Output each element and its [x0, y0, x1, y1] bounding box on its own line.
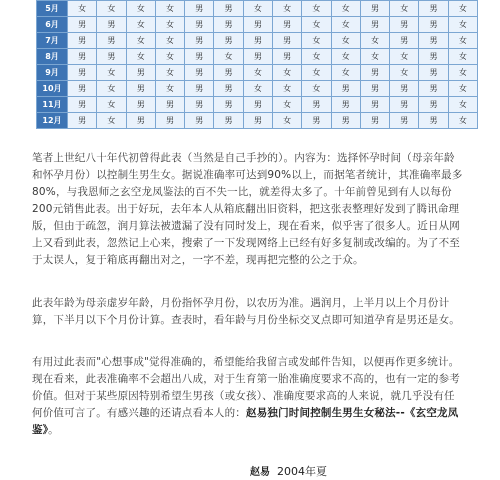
gender-cell: 男 — [243, 97, 272, 113]
gender-cell: 女 — [126, 1, 155, 17]
gender-cell: 男 — [243, 33, 272, 49]
gender-cell: 女 — [302, 33, 331, 49]
gender-cell: 男 — [419, 81, 448, 97]
gender-cell: 女 — [97, 113, 126, 129]
gender-cell: 女 — [272, 1, 301, 17]
gender-cell: 男 — [272, 49, 301, 65]
gender-cell: 女 — [360, 33, 389, 49]
book-link[interactable]: 赵易独门时间控制生男生女秘法--《玄空龙凤鉴》 — [32, 407, 459, 436]
table-row — [37, 97, 478, 113]
gender-cell: 女 — [126, 49, 155, 65]
gender-cell: 男 — [302, 113, 331, 129]
feedback-text: 有用过此表而"心想事成"觉得准确的，希望能给我留言或发邮件告知，以便再作更多统计。现在看来，此表准确率不会超出八成，对于生育第一胎准确度要求不高的，也有一定的参考价值。但对于某些原因特别希望生男孩（或女孩）、准确度要求高的人来说，就几乎没有任何价值可言了。有感兴趣的还请点看本人的： — [32, 356, 460, 419]
gender-cell: 男 — [419, 65, 448, 81]
gender-cell: 女 — [97, 1, 126, 17]
gender-cell: 女 — [243, 81, 272, 97]
gender-cell: 男 — [302, 97, 331, 113]
gender-cell: 女 — [331, 49, 360, 65]
gender-cell: 男 — [360, 65, 389, 81]
gender-cell: 男 — [126, 65, 155, 81]
gender-cell: 女 — [155, 1, 184, 17]
month-cell: 12月 — [37, 113, 68, 129]
gender-cell: 女 — [448, 49, 477, 65]
gender-cell: 男 — [68, 81, 97, 97]
table-row — [37, 1, 478, 17]
gender-prediction-table — [36, 0, 478, 129]
gender-cell: 女 — [331, 1, 360, 17]
gender-cell: 男 — [185, 81, 214, 97]
gender-cell: 女 — [302, 49, 331, 65]
gender-cell: 男 — [331, 81, 360, 97]
gender-cell: 女 — [448, 17, 477, 33]
gender-cell: 男 — [419, 33, 448, 49]
gender-cell: 男 — [185, 65, 214, 81]
gender-cell: 女 — [155, 49, 184, 65]
gender-cell: 女 — [302, 1, 331, 17]
month-cell: 5月 — [37, 1, 68, 17]
gender-cell: 男 — [214, 97, 243, 113]
gender-cell: 男 — [390, 33, 419, 49]
gender-cell: 男 — [360, 113, 389, 129]
gender-cell: 男 — [390, 81, 419, 97]
table-row — [37, 81, 478, 97]
gender-cell: 女 — [331, 17, 360, 33]
gender-cell: 男 — [97, 17, 126, 33]
gender-cell: 女 — [448, 1, 477, 17]
month-cell: 7月 — [37, 33, 68, 49]
month-cell: 9月 — [37, 65, 68, 81]
month-cell: 8月 — [37, 49, 68, 65]
gender-cell: 男 — [126, 97, 155, 113]
gender-cell: 女 — [390, 1, 419, 17]
table-row — [37, 65, 478, 81]
table-row — [37, 113, 478, 129]
gender-cell: 女 — [272, 65, 301, 81]
gender-cell: 女 — [243, 65, 272, 81]
table-row — [37, 33, 478, 49]
gender-cell: 女 — [155, 65, 184, 81]
gender-cell: 男 — [214, 33, 243, 49]
gender-cell: 女 — [243, 1, 272, 17]
gender-cell: 女 — [390, 49, 419, 65]
gender-cell: 女 — [214, 49, 243, 65]
gender-cell: 男 — [331, 97, 360, 113]
gender-cell: 女 — [272, 97, 301, 113]
gender-cell: 男 — [243, 17, 272, 33]
signature-date: 2004年夏 — [277, 465, 327, 478]
gender-cell: 女 — [97, 65, 126, 81]
gender-cell: 男 — [419, 49, 448, 65]
gender-cell: 女 — [155, 33, 184, 49]
gender-cell: 男 — [243, 49, 272, 65]
gender-cell: 男 — [272, 17, 301, 33]
gender-cell: 男 — [185, 97, 214, 113]
gender-cell: 男 — [68, 97, 97, 113]
gender-cell: 女 — [97, 97, 126, 113]
gender-cell: 男 — [419, 97, 448, 113]
table-row — [37, 49, 478, 65]
gender-cell: 男 — [185, 17, 214, 33]
intro-paragraph: 笔者上世纪八十年代初曾得此表（当然是自己手抄的）。内容为：选择怀孕时间（母亲年龄和怀孕月份）以控制生男生女。据说准确率可达到90%以上，而据笔者统计，其准确率最多80%，与我恩师之玄空龙凤鉴法的百不失一比，就差得太多了。十年前曾见到有人以每份200元销售此表。出于好玩，去年本人从箱底翻出旧资料，把这张表整理好发到了腾讯命理版，但由于疏忽，润月算法被遗漏了没有同时发上，现在看来，似乎害了很多人。近日从网上又看到此表，忽然记上心来，搜索了一下发现网络上已经有好多复制或改编的。为了不至于太误人，复于箱底再翻出对之，一字不差，现再把完整的公之于众。 — [32, 152, 463, 266]
gender-cell: 女 — [302, 81, 331, 97]
gender-cell: 男 — [214, 65, 243, 81]
gender-cell: 男 — [68, 49, 97, 65]
gender-cell: 男 — [214, 113, 243, 129]
gender-cell: 男 — [126, 81, 155, 97]
feedback-paragraph — [32, 354, 464, 439]
gender-cell: 男 — [97, 49, 126, 65]
gender-cell: 女 — [155, 17, 184, 33]
gender-cell: 女 — [302, 17, 331, 33]
gender-cell: 女 — [126, 33, 155, 49]
gender-cell: 男 — [214, 17, 243, 33]
gender-cell: 男 — [214, 1, 243, 17]
gender-cell: 女 — [448, 81, 477, 97]
gender-cell: 男 — [185, 1, 214, 17]
gender-cell: 女 — [390, 65, 419, 81]
gender-cell: 男 — [360, 97, 389, 113]
gender-cell: 女 — [272, 81, 301, 97]
signature — [250, 463, 327, 479]
gender-cell: 女 — [302, 65, 331, 81]
gender-cell: 男 — [155, 97, 184, 113]
gender-cell: 男 — [68, 113, 97, 129]
gender-cell: 男 — [68, 33, 97, 49]
gender-cell: 男 — [419, 17, 448, 33]
gender-cell: 男 — [360, 81, 389, 97]
gender-cell: 男 — [214, 81, 243, 97]
gender-cell: 男 — [155, 113, 184, 129]
month-cell: 10月 — [37, 81, 68, 97]
month-cell: 11月 — [37, 97, 68, 113]
gender-cell: 女 — [331, 65, 360, 81]
gender-cell: 女 — [97, 81, 126, 97]
feedback-end: 。 — [48, 424, 59, 436]
gender-cell: 男 — [185, 33, 214, 49]
gender-cell: 男 — [390, 17, 419, 33]
table-row — [37, 17, 478, 33]
gender-cell: 男 — [390, 113, 419, 129]
gender-cell: 女 — [68, 1, 97, 17]
gender-cell: 女 — [155, 81, 184, 97]
gender-cell: 男 — [185, 113, 214, 129]
gender-cell: 男 — [68, 17, 97, 33]
gender-cell: 男 — [243, 113, 272, 129]
author-name: 赵易 — [250, 467, 270, 478]
gender-cell: 女 — [272, 113, 301, 129]
gender-cell: 男 — [126, 113, 155, 129]
gender-cell: 男 — [360, 1, 389, 17]
gender-cell: 男 — [331, 113, 360, 129]
gender-cell: 男 — [68, 65, 97, 81]
gender-cell: 女 — [448, 33, 477, 49]
gender-cell: 男 — [419, 113, 448, 129]
month-cell: 6月 — [37, 17, 68, 33]
gender-cell: 女 — [448, 113, 477, 129]
gender-cell: 女 — [448, 65, 477, 81]
gender-cell: 女 — [126, 17, 155, 33]
gender-cell: 男 — [360, 17, 389, 33]
gender-cell: 男 — [390, 97, 419, 113]
gender-cell: 女 — [360, 49, 389, 65]
gender-cell: 女 — [331, 33, 360, 49]
gender-cell: 男 — [97, 33, 126, 49]
gender-cell: 男 — [272, 33, 301, 49]
gender-cell: 男 — [185, 49, 214, 65]
gender-cell: 女 — [448, 97, 477, 113]
gender-cell: 男 — [419, 1, 448, 17]
usage-paragraph: 此表年龄为母亲虚岁年龄，月份指怀孕月份，以农历为准。遇润月，上半月以上个月份计算，下半月以下个月份计算。查表时，看年龄与月份坐标交叉点即可知道孕育是男还是女。 — [32, 297, 460, 326]
